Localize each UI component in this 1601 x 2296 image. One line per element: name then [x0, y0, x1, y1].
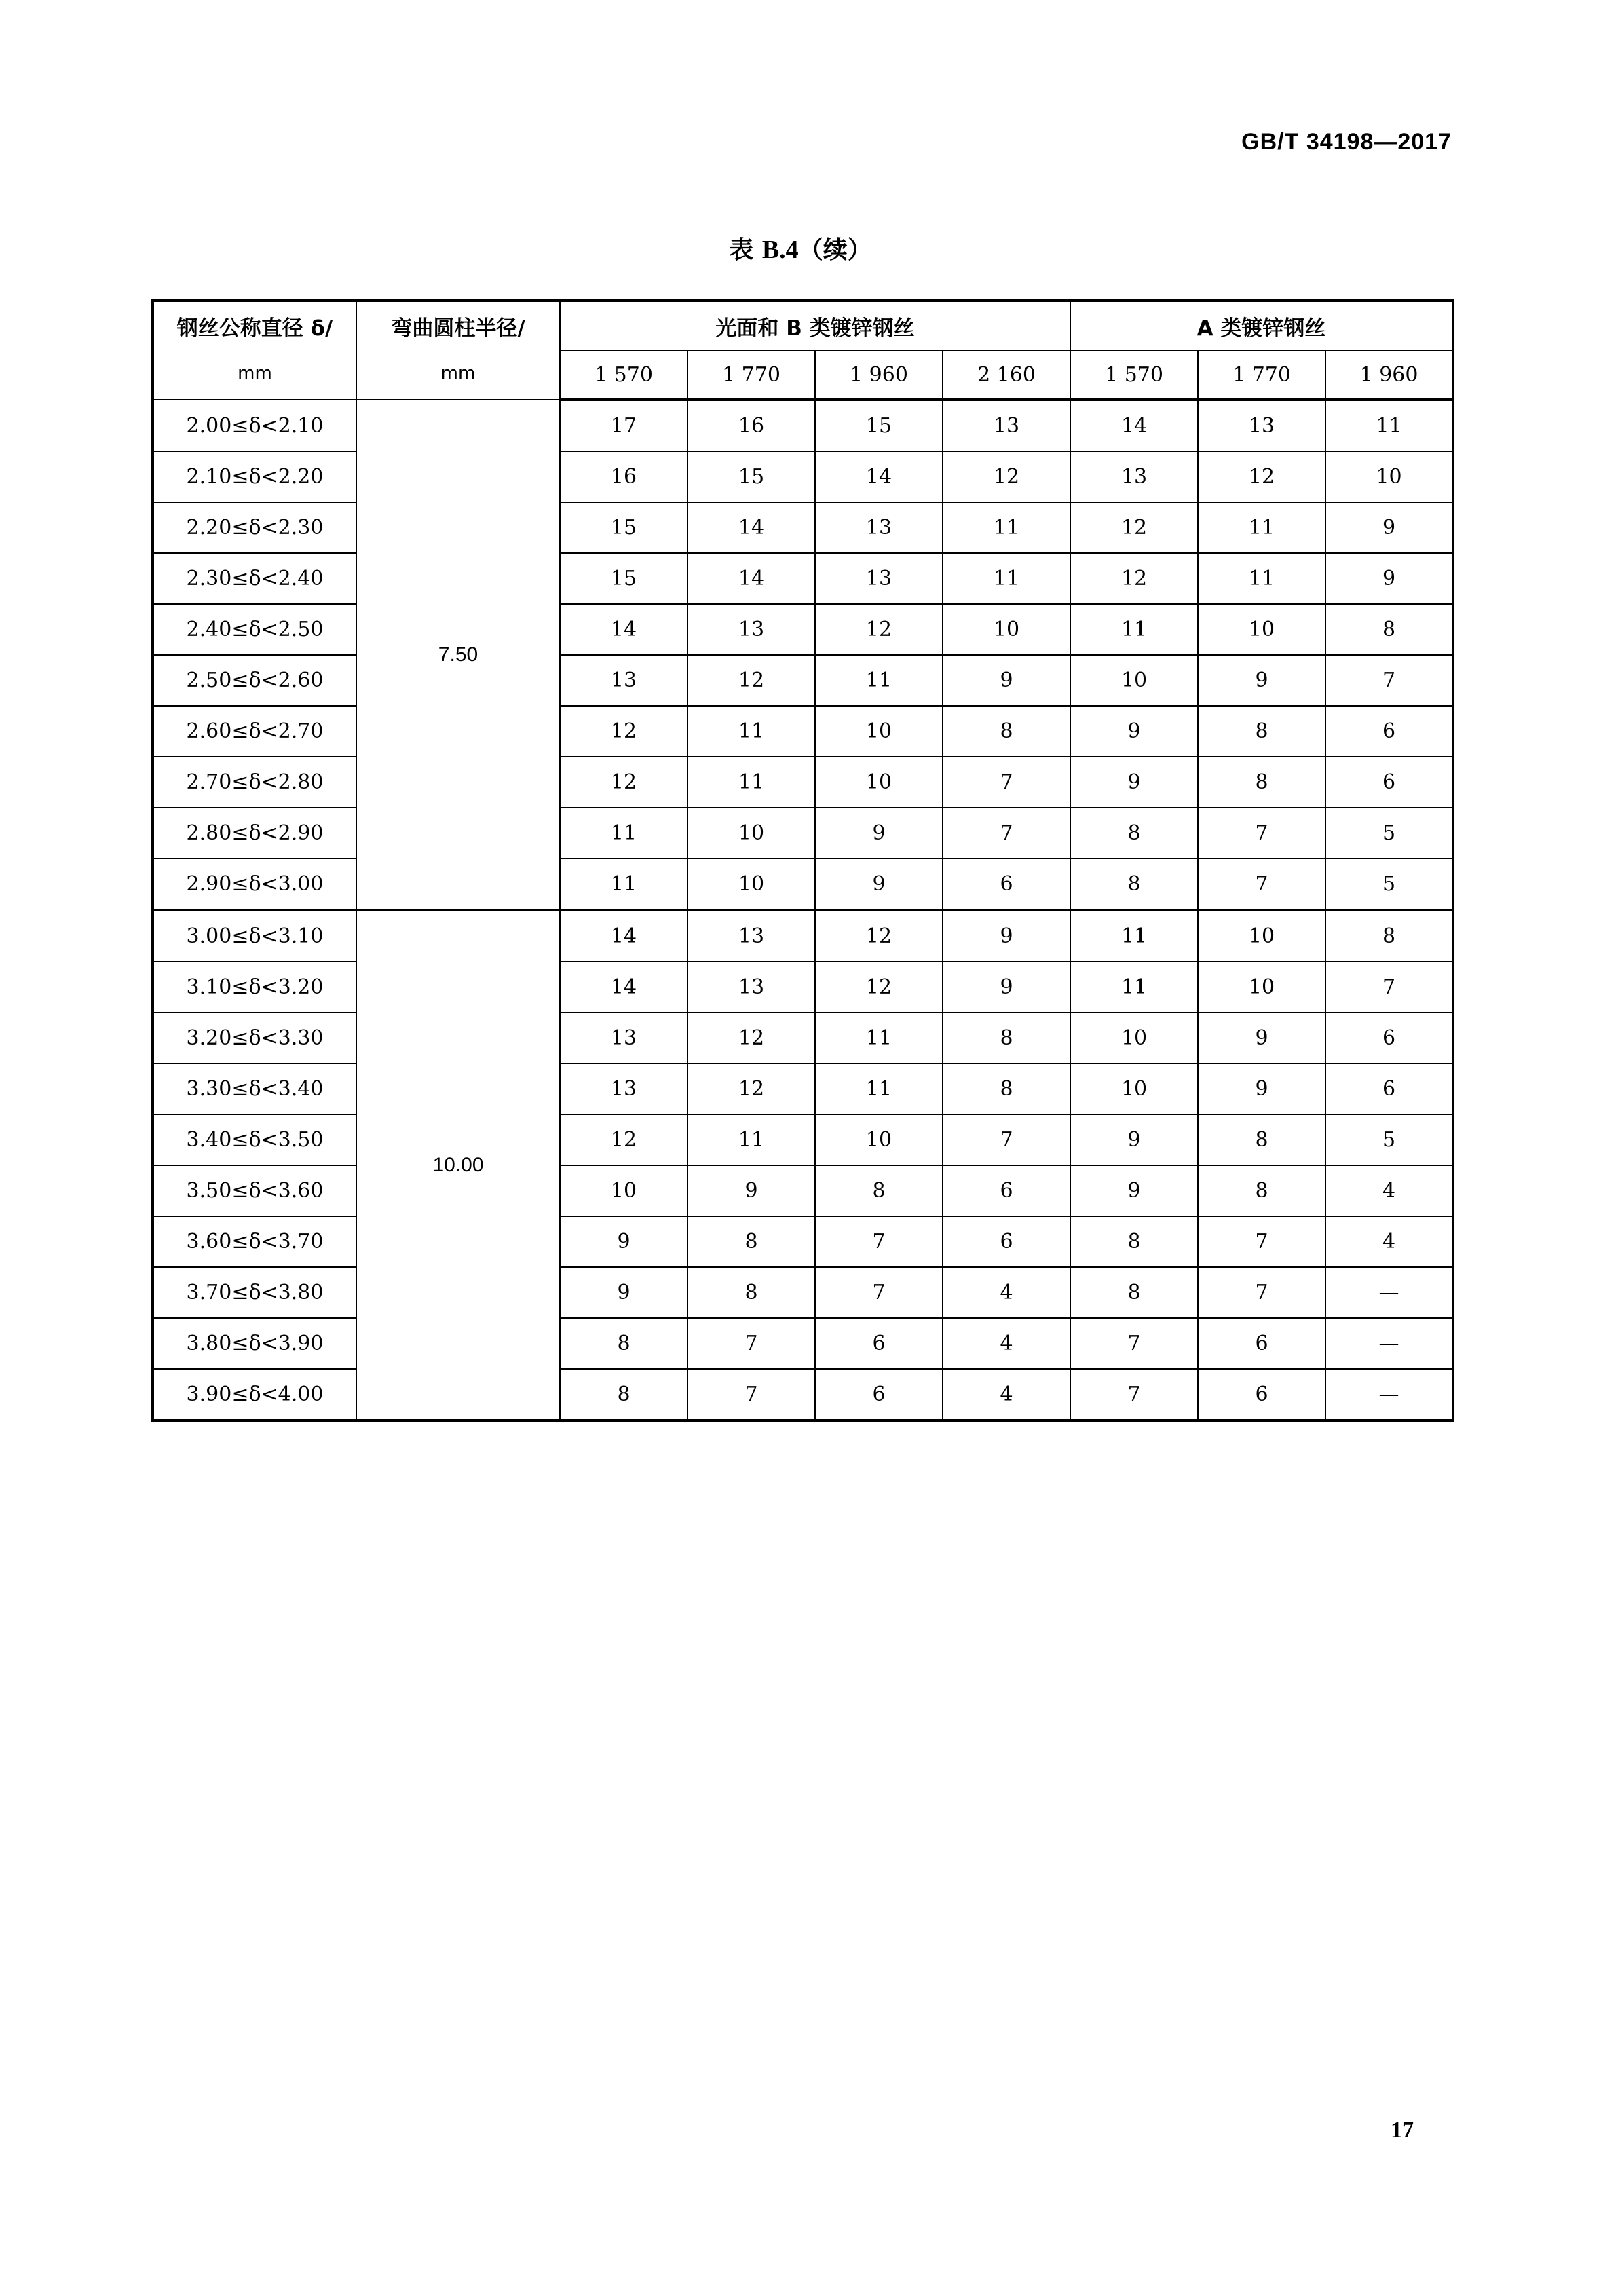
bend-count-cell-a: 6	[1325, 706, 1453, 757]
diameter-range-cell: 3.30≤δ<3.40	[153, 1064, 356, 1114]
diameter-range-cell: 2.90≤δ<3.00	[153, 859, 356, 910]
bend-count-cell-a: 8	[1198, 1114, 1325, 1165]
bend-count-cell-b: 14	[560, 962, 688, 1013]
bend-count-cell-b: 14	[560, 910, 688, 962]
bend-count-cell-b: 15	[815, 400, 943, 451]
bend-count-cell-a: 9	[1070, 757, 1198, 808]
bend-count-cell-b: 9	[560, 1267, 688, 1318]
bend-count-cell-a: 7	[1198, 859, 1325, 910]
header-diameter	[153, 301, 356, 400]
bend-count-cell-b: 9	[943, 962, 1070, 1013]
bend-count-cell-b: 8	[943, 1064, 1070, 1114]
bend-count-cell-b: 14	[560, 604, 688, 655]
bend-count-cell-a: 10	[1198, 962, 1325, 1013]
bend-count-cell-b: 9	[688, 1165, 815, 1216]
bend-count-cell-a: 8	[1070, 859, 1198, 910]
bend-count-cell-b: 6	[943, 859, 1070, 910]
bend-count-cell-a: 7	[1070, 1369, 1198, 1420]
header-group-b: 光面和 B 类镀锌钢丝	[560, 301, 1070, 350]
bend-count-cell-b: 14	[688, 553, 815, 604]
bend-count-cell-b: 16	[688, 400, 815, 451]
bend-count-cell-a: 12	[1070, 502, 1198, 553]
table-row	[153, 910, 1453, 962]
bend-count-cell-b: 13	[688, 604, 815, 655]
bend-count-cell-b: 9	[943, 910, 1070, 962]
page-number: 17	[1391, 2118, 1414, 2143]
bend-count-cell-b: 4	[943, 1369, 1070, 1420]
bend-count-cell-b: 8	[943, 706, 1070, 757]
bend-count-cell-a: 7	[1325, 655, 1453, 706]
bend-count-cell-b: 10	[688, 808, 815, 859]
bend-count-cell-b: 13	[688, 962, 815, 1013]
bend-count-cell-b: 7	[943, 757, 1070, 808]
bend-count-cell-b: 14	[688, 502, 815, 553]
table-row	[153, 400, 1453, 451]
table-row	[153, 1267, 1453, 1318]
table-title-suffix: （续）	[798, 236, 872, 264]
bend-count-cell-a: —	[1325, 1369, 1453, 1420]
bend-count-cell-b: 12	[688, 655, 815, 706]
bend-count-cell-b: 13	[560, 1064, 688, 1114]
bend-count-cell-a: 5	[1325, 859, 1453, 910]
bend-count-cell-a: 9	[1070, 706, 1198, 757]
bend-count-cell-a: 10	[1198, 604, 1325, 655]
bend-count-cell-b: 10	[560, 1165, 688, 1216]
bend-count-cell-a: 8	[1325, 604, 1453, 655]
bend-count-cell-a: 10	[1070, 655, 1198, 706]
bend-count-cell-b: 13	[560, 655, 688, 706]
bend-count-cell-a: 9	[1198, 1013, 1325, 1064]
bend-count-cell-b: 10	[815, 757, 943, 808]
bend-count-cell-a: 9	[1325, 502, 1453, 553]
bend-count-cell-a: 4	[1325, 1216, 1453, 1267]
bend-count-cell-a: 8	[1198, 757, 1325, 808]
bend-count-cell-b: 12	[560, 757, 688, 808]
bend-count-cell-a: 6	[1325, 1013, 1453, 1064]
diameter-range-cell: 3.10≤δ<3.20	[153, 962, 356, 1013]
bend-count-cell-b: 7	[815, 1216, 943, 1267]
table-row	[153, 655, 1453, 706]
bend-count-cell-a: 7	[1070, 1318, 1198, 1369]
header-strength-b: 2 160	[943, 350, 1070, 400]
bend-count-cell-b: 6	[815, 1369, 943, 1420]
bend-count-cell-a: 9	[1198, 1064, 1325, 1114]
bend-count-cell-b: 6	[943, 1216, 1070, 1267]
bend-count-cell-a: 7	[1198, 1267, 1325, 1318]
diameter-range-cell: 3.80≤δ<3.90	[153, 1318, 356, 1369]
bend-count-cell-b: 9	[943, 655, 1070, 706]
diameter-range-cell: 2.40≤δ<2.50	[153, 604, 356, 655]
bend-count-cell-b: 16	[560, 451, 688, 502]
bend-count-cell-a: 13	[1198, 400, 1325, 451]
bend-count-cell-b: 11	[943, 502, 1070, 553]
bend-count-cell-a: —	[1325, 1318, 1453, 1369]
header-radius	[356, 301, 560, 400]
bend-count-cell-a: 11	[1198, 553, 1325, 604]
bend-count-cell-a: 10	[1325, 451, 1453, 502]
bend-count-cell-a: 8	[1198, 1165, 1325, 1216]
bend-count-cell-a: 8	[1070, 808, 1198, 859]
bend-count-cell-b: 12	[560, 706, 688, 757]
diameter-range-cell: 2.00≤δ<2.10	[153, 400, 356, 451]
table-row	[153, 808, 1453, 859]
bend-count-cell-b: 12	[688, 1064, 815, 1114]
bend-count-cell-a: 5	[1325, 808, 1453, 859]
diameter-range-cell: 2.80≤δ<2.90	[153, 808, 356, 859]
bend-count-cell-b: 10	[688, 859, 815, 910]
header-radius-label: 弯曲圆柱半径/	[391, 316, 525, 341]
bend-count-cell-b: 12	[943, 451, 1070, 502]
table-row	[153, 1216, 1453, 1267]
bend-count-cell-b: 7	[688, 1318, 815, 1369]
bend-count-cell-b: 11	[815, 655, 943, 706]
diameter-range-cell: 3.70≤δ<3.80	[153, 1267, 356, 1318]
table-row	[153, 1064, 1453, 1114]
bend-count-cell-a: —	[1325, 1267, 1453, 1318]
bend-count-cell-a: 8	[1070, 1267, 1198, 1318]
table-title-prefix: 表	[729, 236, 762, 264]
bend-count-cell-b: 13	[943, 400, 1070, 451]
header-radius-unit: mm	[440, 362, 476, 383]
bend-count-cell-b: 8	[560, 1369, 688, 1420]
bend-count-cell-b: 9	[815, 859, 943, 910]
table-row	[153, 604, 1453, 655]
bend-count-cell-b: 7	[688, 1369, 815, 1420]
bend-count-cell-a: 12	[1198, 451, 1325, 502]
diameter-range-cell: 2.50≤δ<2.60	[153, 655, 356, 706]
header-strength-a: 1 770	[1198, 350, 1325, 400]
diameter-range-cell: 3.50≤δ<3.60	[153, 1165, 356, 1216]
header-strength-a: 1 960	[1325, 350, 1453, 400]
bend-count-cell-a: 6	[1325, 1064, 1453, 1114]
bend-count-cell-a: 10	[1198, 910, 1325, 962]
bend-count-cell-a: 11	[1070, 962, 1198, 1013]
header-strength-a: 1 570	[1070, 350, 1198, 400]
table-row	[153, 1013, 1453, 1064]
bend-count-cell-a: 7	[1198, 1216, 1325, 1267]
bend-count-cell-b: 8	[688, 1267, 815, 1318]
bend-count-cell-a: 9	[1325, 553, 1453, 604]
header-strength-b: 1 770	[688, 350, 815, 400]
table-row	[153, 859, 1453, 910]
diameter-range-cell: 2.70≤δ<2.80	[153, 757, 356, 808]
bend-count-cell-b: 12	[815, 962, 943, 1013]
header-group-a: A 类镀锌钢丝	[1070, 301, 1453, 350]
bend-count-cell-b: 11	[688, 706, 815, 757]
bend-count-cell-a: 8	[1198, 706, 1325, 757]
bend-count-cell-a: 6	[1198, 1318, 1325, 1369]
table-row	[153, 1318, 1453, 1369]
diameter-range-cell: 3.20≤δ<3.30	[153, 1013, 356, 1064]
header-strength-b: 1 960	[815, 350, 943, 400]
bend-count-cell-a: 8	[1325, 910, 1453, 962]
diameter-range-cell: 3.60≤δ<3.70	[153, 1216, 356, 1267]
bend-count-cell-b: 13	[688, 910, 815, 962]
bend-count-cell-a: 11	[1070, 910, 1198, 962]
bend-count-cell-a: 11	[1325, 400, 1453, 451]
bend-count-cell-b: 13	[560, 1013, 688, 1064]
bend-count-cell-b: 12	[815, 910, 943, 962]
bend-count-cell-b: 11	[688, 1114, 815, 1165]
bend-count-cell-a: 9	[1198, 655, 1325, 706]
bend-count-cell-b: 11	[815, 1013, 943, 1064]
bend-count-cell-a: 14	[1070, 400, 1198, 451]
diameter-range-cell: 3.40≤δ<3.50	[153, 1114, 356, 1165]
bend-count-cell-b: 9	[815, 808, 943, 859]
bend-count-cell-b: 7	[943, 808, 1070, 859]
diameter-range-cell: 2.30≤δ<2.40	[153, 553, 356, 604]
bend-test-table	[151, 299, 1454, 1422]
bend-count-cell-b: 15	[560, 553, 688, 604]
bend-count-cell-a: 6	[1325, 757, 1453, 808]
bend-count-cell-a: 7	[1198, 808, 1325, 859]
bend-count-cell-b: 10	[815, 706, 943, 757]
bend-count-cell-a: 12	[1070, 553, 1198, 604]
bend-radius-cell: 7.50	[356, 400, 560, 910]
bend-count-cell-a: 8	[1070, 1216, 1198, 1267]
bend-count-cell-a: 11	[1198, 502, 1325, 553]
bend-count-cell-a: 9	[1070, 1114, 1198, 1165]
bend-count-cell-b: 10	[815, 1114, 943, 1165]
table-row	[153, 1369, 1453, 1420]
bend-count-cell-b: 9	[560, 1216, 688, 1267]
bend-radius-cell: 10.00	[356, 910, 560, 1420]
bend-count-cell-b: 11	[943, 553, 1070, 604]
standard-code: GB/T 34198—2017	[1241, 129, 1452, 155]
bend-count-cell-b: 8	[943, 1013, 1070, 1064]
bend-count-cell-b: 13	[815, 502, 943, 553]
bend-count-cell-b: 11	[688, 757, 815, 808]
bend-count-cell-b: 11	[815, 1064, 943, 1114]
table-row	[153, 502, 1453, 553]
diameter-range-cell: 2.60≤δ<2.70	[153, 706, 356, 757]
bend-count-cell-b: 15	[560, 502, 688, 553]
table-row	[153, 553, 1453, 604]
bend-count-cell-a: 13	[1070, 451, 1198, 502]
table-row	[153, 757, 1453, 808]
bend-count-cell-b: 15	[688, 451, 815, 502]
bend-count-cell-b: 13	[815, 553, 943, 604]
header-diameter-unit: mm	[238, 362, 272, 383]
table-title-label: B.4	[761, 236, 799, 264]
bend-count-cell-b: 8	[560, 1318, 688, 1369]
bend-count-cell-a: 4	[1325, 1165, 1453, 1216]
bend-count-cell-a: 9	[1070, 1165, 1198, 1216]
bend-count-cell-b: 4	[943, 1267, 1070, 1318]
bend-count-cell-b: 12	[560, 1114, 688, 1165]
table-row	[153, 706, 1453, 757]
bend-count-cell-a: 6	[1198, 1369, 1325, 1420]
bend-count-cell-b: 17	[560, 400, 688, 451]
bend-count-cell-a: 5	[1325, 1114, 1453, 1165]
bend-count-cell-b: 12	[815, 604, 943, 655]
bend-count-cell-b: 11	[560, 859, 688, 910]
table-title	[0, 231, 1601, 265]
bend-count-cell-a: 7	[1325, 962, 1453, 1013]
bend-count-cell-a: 11	[1070, 604, 1198, 655]
header-strength-b: 1 570	[560, 350, 688, 400]
diameter-range-cell: 3.90≤δ<4.00	[153, 1369, 356, 1420]
bend-count-cell-b: 6	[815, 1318, 943, 1369]
table-row	[153, 1165, 1453, 1216]
diameter-range-cell: 2.20≤δ<2.30	[153, 502, 356, 553]
bend-count-cell-b: 14	[815, 451, 943, 502]
bend-count-cell-b: 7	[815, 1267, 943, 1318]
bend-count-cell-b: 4	[943, 1318, 1070, 1369]
bend-count-cell-b: 10	[943, 604, 1070, 655]
table-row	[153, 451, 1453, 502]
table-body	[153, 400, 1453, 1420]
bend-count-cell-b: 11	[560, 808, 688, 859]
bend-count-cell-b: 12	[688, 1013, 815, 1064]
bend-count-cell-b: 6	[943, 1165, 1070, 1216]
diameter-range-cell: 2.10≤δ<2.20	[153, 451, 356, 502]
diameter-range-cell: 3.00≤δ<3.10	[153, 910, 356, 962]
bend-count-cell-a: 10	[1070, 1013, 1198, 1064]
header-diameter-label: 钢丝公称直径 δ/	[176, 316, 333, 341]
table-row	[153, 1114, 1453, 1165]
bend-count-cell-b: 7	[943, 1114, 1070, 1165]
bend-count-cell-b: 8	[815, 1165, 943, 1216]
bend-count-cell-b: 8	[688, 1216, 815, 1267]
table-row	[153, 962, 1453, 1013]
bend-count-cell-a: 10	[1070, 1064, 1198, 1114]
